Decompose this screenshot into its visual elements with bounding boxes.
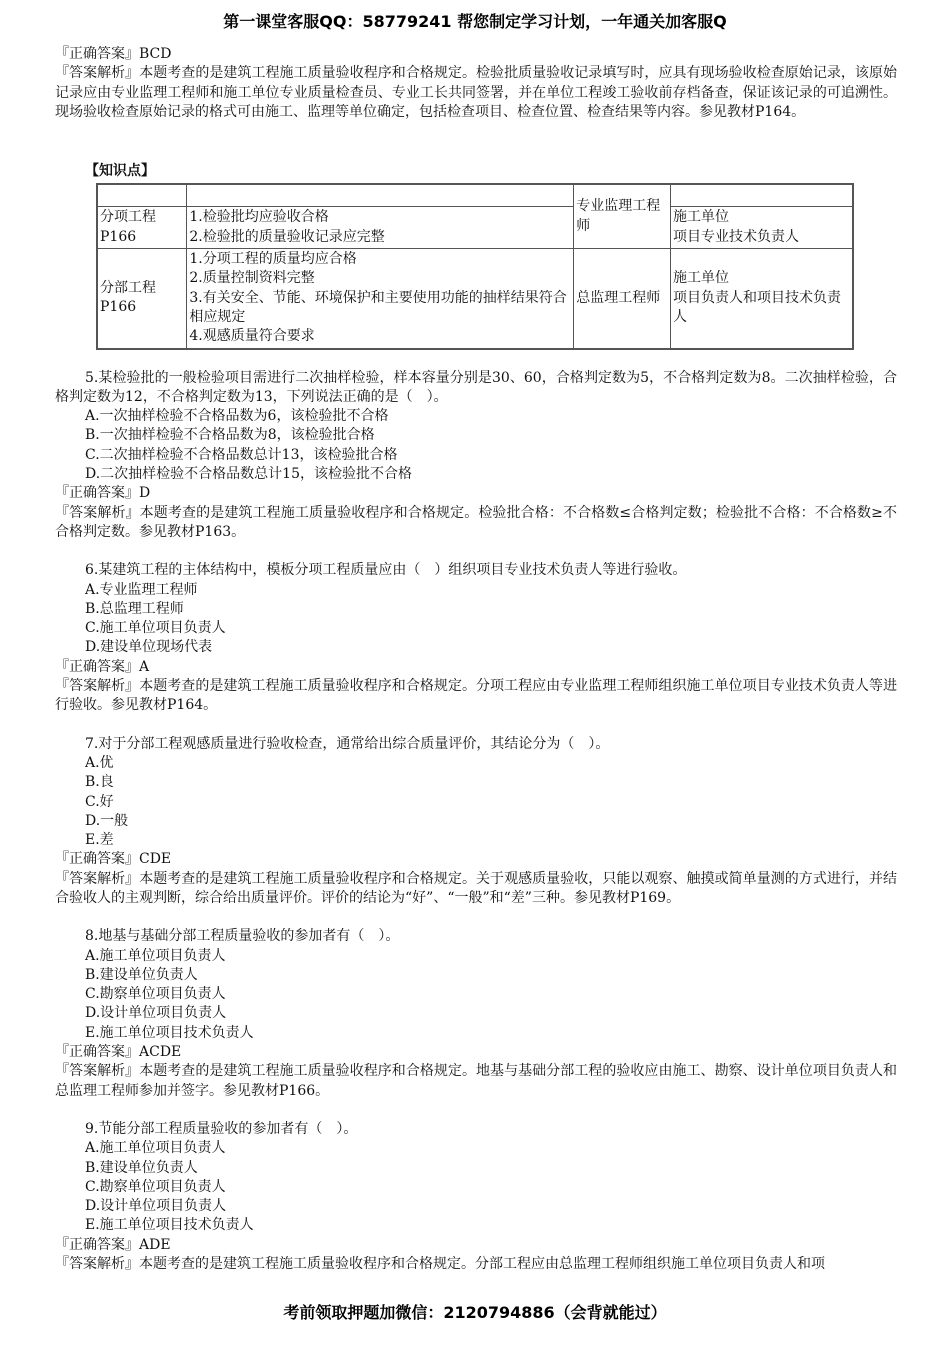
question-stem: 5.某检验批的一般检验项目需进行二次抽样检验，样本容量分别是30、60，合格判定数为5，不合格判定数为8。二次抽样检验，合格判定数为12，不合格判定数为13，下列说法正确的是（ ）。 xyxy=(55,369,897,405)
answer: 『正确答案』ADE xyxy=(55,1236,171,1253)
option: A.专业监理工程师 xyxy=(85,581,198,598)
option: B.良 xyxy=(85,774,114,791)
option: D.一般 xyxy=(85,812,129,829)
option: A.施工单位项目负责人 xyxy=(85,1140,226,1157)
option: B.一次抽样检验不合格品数为8，该检验批合格 xyxy=(85,427,375,444)
analysis: 『答案解析』本题考查的是建筑工程施工质量验收程序和合格规定。分项工程应由专业监理工程师组织施工单位项目专业技术负责人等进行验收。参见教材P164。 xyxy=(55,678,897,714)
answer: 『正确答案』CDE xyxy=(55,851,172,868)
option: C.勘察单位项目负责人 xyxy=(85,1178,226,1195)
option: A.施工单位项目负责人 xyxy=(85,947,226,964)
q4-analysis: 『答案解析』本题考查的是建筑工程施工质量验收程序和合格规定。检验批质量验收记录填写时，应具有现场验收检查原始记录，该原始记录应由专业监理工程师和施工单位专业质量检查员、专业工长共同签署，并在单位工程竣工验收前存档备查，保证该记录的可追溯性。现场验收检查原始记录的格式可由施工、监理等单位确定，包括检查项目、检查位置、检查结果等内容。参见教材P164。 xyxy=(55,65,897,120)
question-5 xyxy=(55,369,897,543)
q4-answer: 『正确答案』BCD xyxy=(55,46,172,62)
kp-name-1: 分项工程 P166 xyxy=(97,207,187,249)
option: E.施工单位项目技术负责人 xyxy=(85,1217,254,1234)
option: D.设计单位项目负责人 xyxy=(85,1198,227,1215)
answer: 『正确答案』D xyxy=(55,485,151,502)
header-banner: 第一课堂客服QQ：58779241 帮您制定学习计划，一年通关加客服Q xyxy=(223,12,727,31)
question-8 xyxy=(55,927,897,1101)
question-stem: 6.某建筑工程的主体结构中，模板分项工程质量应由（ ）组织项目专业技术负责人等进行验收。 xyxy=(85,562,687,579)
option: D.建设单位现场代表 xyxy=(85,639,213,656)
option: E.差 xyxy=(85,832,114,849)
kp-organizer-1: 专业监理工程师 xyxy=(574,184,671,248)
option: B.总监理工程师 xyxy=(85,600,184,617)
answer: 『正确答案』A xyxy=(55,658,150,675)
option: A.优 xyxy=(85,754,114,771)
footer-banner: 考前领取押题加微信：2120794886（会背就能过） xyxy=(283,1303,667,1322)
option: D.二次抽样检验不合格品数总计15，该检验批不合格 xyxy=(85,466,412,483)
knowledge-table xyxy=(96,183,854,349)
option: C.好 xyxy=(85,793,114,810)
option: E.施工单位项目技术负责人 xyxy=(85,1024,254,1041)
analysis: 『答案解析』本题考查的是建筑工程施工质量验收程序和合格规定。地基与基础分部工程的验收应由施工、勘察、设计单位项目负责人和总监理工程师参加并签字。参见教材P166。 xyxy=(55,1063,897,1099)
kp-participants-2: 施工单位 项目负责人和项目技术负责人 xyxy=(670,249,853,349)
question-9 xyxy=(55,1120,897,1274)
option: A.一次抽样检验不合格品数为6，该检验批不合格 xyxy=(85,408,389,425)
analysis: 『答案解析』本题考查的是建筑工程施工质量验收程序和合格规定。分部工程应由总监理工程师组织施工单位项目负责人和项 xyxy=(55,1256,825,1273)
question-7 xyxy=(55,735,897,909)
kp-organizer-2: 总监理工程师 xyxy=(574,249,671,349)
question-6 xyxy=(55,561,897,715)
option: C.勘察单位项目负责人 xyxy=(85,986,226,1003)
answer: 『正确答案』ACDE xyxy=(55,1044,182,1061)
knowledge-title: 【知识点】 xyxy=(85,163,155,180)
kp-reqs-2: 1.分项工程的质量均应合格 2.质量控制资料完整 3.有关安全、节能、环境保护和主要使用功能的抽样结果符合相应规定 4.观感质量符合要求 xyxy=(187,249,574,349)
kp-reqs-1: 1.检验批均应验收合格 2.检验批的质量验收记录应完整 xyxy=(187,207,574,249)
kp-participants-1: 施工单位 项目专业技术负责人 xyxy=(670,207,853,249)
analysis: 『答案解析』本题考查的是建筑工程施工质量验收程序和合格规定。检验批合格：不合格数≤合格判定数；检验批不合格：不合格数≥不合格判定数。参见教材P163。 xyxy=(55,504,897,540)
question-stem: 7.对于分部工程观感质量进行验收检查，通常给出综合质量评价，其结论分为（ ）。 xyxy=(85,735,610,752)
question-stem: 9.节能分部工程质量验收的参加者有（ ）。 xyxy=(85,1120,358,1137)
question-stem: 8.地基与基础分部工程质量验收的参加者有（ ）。 xyxy=(85,928,400,945)
kp-name-2: 分部工程 P166 xyxy=(97,249,187,349)
option: D.设计单位项目负责人 xyxy=(85,1005,227,1022)
option: B.建设单位负责人 xyxy=(85,966,198,983)
document-body xyxy=(55,45,897,1274)
analysis: 『答案解析』本题考查的是建筑工程施工质量验收程序和合格规定。关于观感质量验收，只能以观察、触摸或简单量测的方式进行，并结合验收人的主观判断，综合给出质量评价。评价的结论为“好”、“一般”和“差”三种。参见教材P169。 xyxy=(55,870,897,906)
option: B.建设单位负责人 xyxy=(85,1159,198,1176)
option: C.施工单位项目负责人 xyxy=(85,620,226,637)
option: C.二次抽样检验不合格品数总计13，该检验批合格 xyxy=(85,446,398,463)
